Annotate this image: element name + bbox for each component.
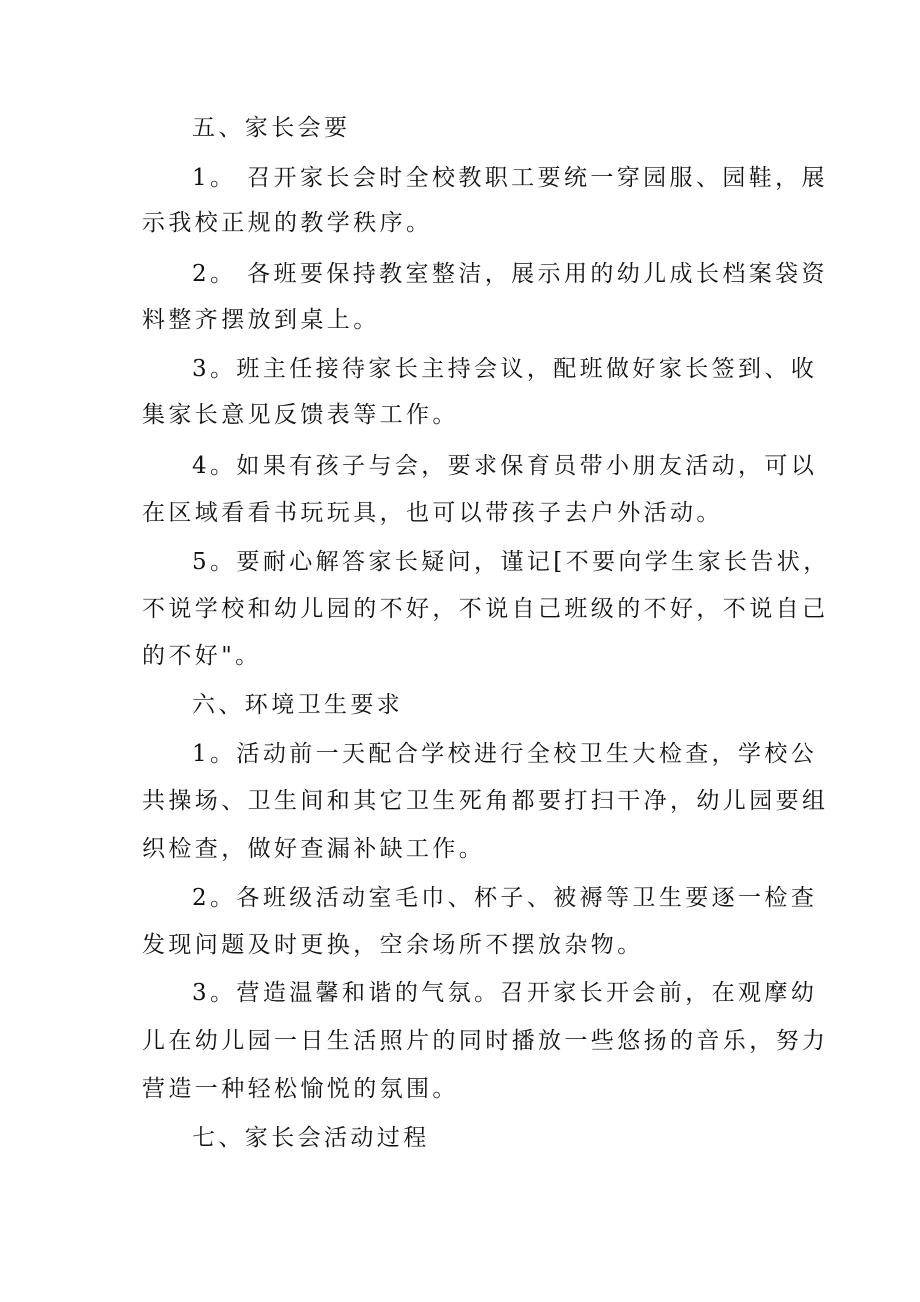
paragraph-line: 在区域看看书玩玩具，也可以带孩子去户外活动。 (142, 500, 723, 526)
paragraph-line: 1。 召开家长会时全校教职工要统一穿园服、园鞋，展 (192, 165, 828, 191)
paragraph-line: 示我校正规的教学秩序。 (142, 210, 433, 236)
paragraph-line: 儿在幼儿园一日生活照片的同时播放一些悠扬的音乐，努力 (142, 1028, 829, 1054)
paragraph-line: 2。 各班要保持教室整洁，展示用的幼儿成长档案袋资 (192, 261, 828, 287)
paragraph-line: 5。要耐心解答家长疑问，谨记[不要向学生家长告状， (192, 549, 830, 575)
paragraph-line: 1。活动前一天配合学校进行全校卫生大检查，学校公 (192, 741, 818, 767)
paragraph-line: 不说学校和幼儿园的不好，不说自己班级的不好，不说自己 (142, 596, 829, 622)
section-heading: 六、环境卫生要求 (192, 692, 404, 718)
paragraph-line: 3。营造温馨和谐的气氛。召开家长开会前，在观摩幼 (192, 980, 818, 1006)
paragraph-line: 2。各班级活动室毛巾、杯子、被褥等卫生要逐一检查 (192, 885, 818, 911)
section-heading: 五、家长会要 (192, 115, 351, 141)
paragraph-line: 共操场、卫生间和其它卫生死角都要打扫干净，幼儿园要组 (142, 788, 829, 814)
paragraph-line: 发现问题及时更换，空余场所不摆放杂物。 (142, 932, 644, 958)
paragraph-line: 集家长意见反馈表等工作。 (142, 402, 459, 428)
paragraph-line: 的不好"。 (142, 643, 262, 669)
paragraph-line: 料整齐摆放到桌上。 (142, 307, 380, 333)
paragraph-line: 织检查，做好查漏补缺工作。 (142, 836, 486, 862)
section-heading: 七、家长会活动过程 (192, 1125, 430, 1151)
paragraph-line: 4。如果有孩子与会，要求保育员带小朋友活动，可以 (192, 453, 818, 479)
paragraph-line: 3。班主任接待家长主持会议，配班做好家长签到、收 (192, 356, 818, 382)
paragraph-line: 营造一种轻松愉悦的氛围。 (142, 1076, 459, 1102)
